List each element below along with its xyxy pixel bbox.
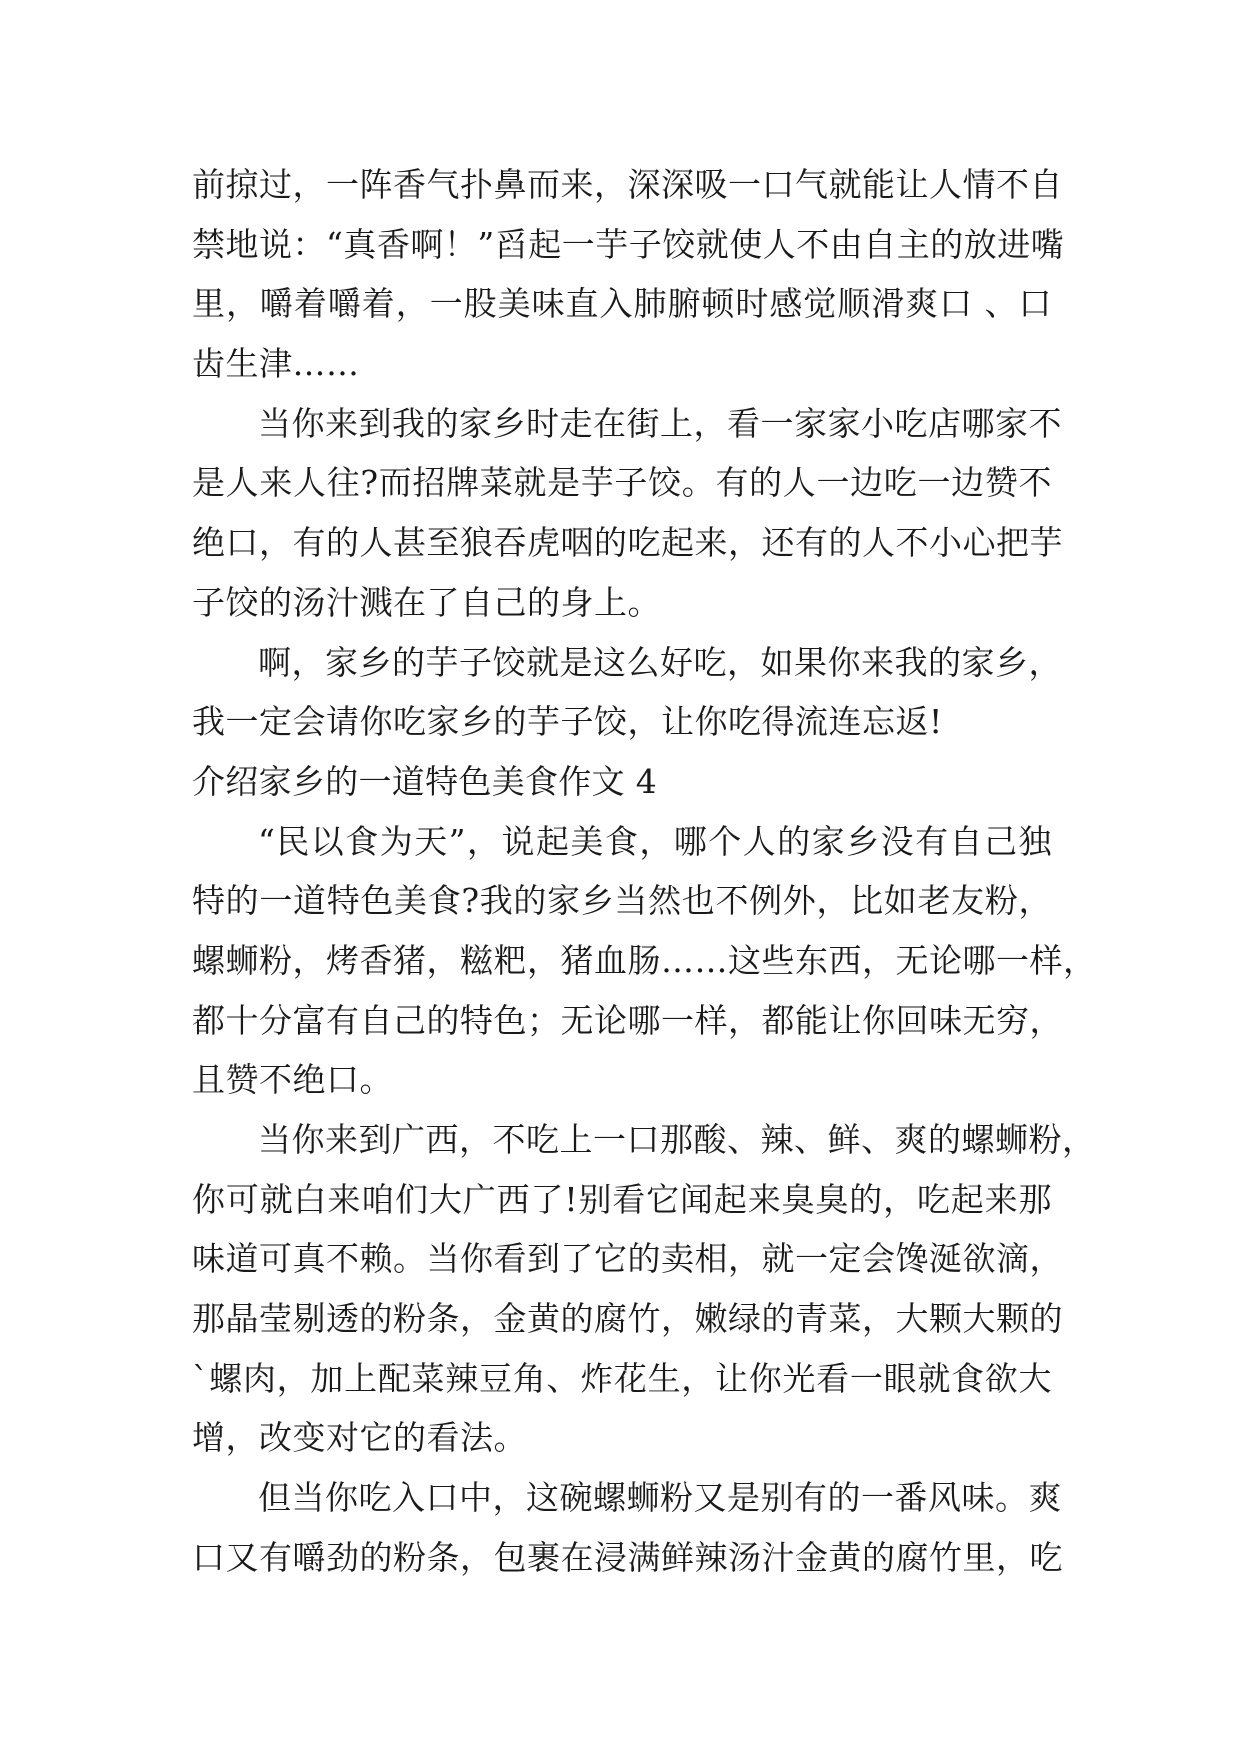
text-line: 都十分富有自己的特色；无论哪一样，都能让你回味无穷， xyxy=(192,1000,1063,1040)
text-line: 螺蛳粉，烤香猪，糍粑，猪血肠……这些东西，无论哪一样， xyxy=(192,940,1097,980)
text-line: 口又有嚼劲的粉条，包裹在浸满鲜辣汤汁金黄的腐竹里，吃 xyxy=(192,1537,1063,1577)
text-line: 禁地说：“真香啊！”舀起一芋子饺就使人不由自主的放进嘴 xyxy=(192,224,1065,264)
paragraph-start-line: 啊，家乡的芋子饺就是这么好吃，如果你来我的家乡， xyxy=(258,642,1062,682)
text-line: 那晶莹剔透的粉条，金黄的腐竹，嫩绿的青菜，大颗大颗的 xyxy=(192,1299,1063,1339)
text-line: 味道可真不赖。当你看到了它的卖相，就一定会馋涎欲滴， xyxy=(192,1239,1063,1279)
document-body xyxy=(192,155,1097,1588)
paragraph-start-line: 但当你吃入口中，这碗螺蛳粉又是别有的一番风味。爽 xyxy=(258,1478,1062,1518)
section-heading: 介绍家乡的一道特色美食作文 4 xyxy=(192,761,657,801)
text-line: 特的一道特色美食?我的家乡当然也不例外，比如老友粉， xyxy=(192,881,1052,921)
text-line: 前掠过，一阵香气扑鼻而来，深深吸一口气就能让人情不自 xyxy=(192,165,1063,204)
paragraph-start-line: “民以食为天”，说起美食，哪个人的家乡没有自己独 xyxy=(258,821,1052,861)
text-line: 齿生津…… xyxy=(192,344,360,384)
text-line: 是人来人往?而招牌菜就是芋子饺。有的人一边吃一边赞不 xyxy=(192,463,1052,503)
paragraph-start-line: 当你来到广西，不吃上一口那酸、辣、鲜、爽的螺蛳粉， xyxy=(258,1120,1096,1159)
text-line: 里，嚼着嚼着，一股美味直入肺腑顿时感觉顺滑爽口 、口 xyxy=(192,284,1052,324)
paragraph-start-line: 当你来到我的家乡时走在街上，看一家家小吃店哪家不 xyxy=(258,403,1062,443)
text-line: 你可就白来咱们大广西了!别看它闻起来臭臭的，吃起来那 xyxy=(192,1179,1052,1219)
text-line: 且赞不绝口。 xyxy=(192,1060,393,1100)
text-line: 我一定会请你吃家乡的芋子饺，让你吃得流连忘返! xyxy=(192,702,943,742)
text-line: 增，改变对它的看法。 xyxy=(192,1418,527,1458)
text-line: 绝口，有的人甚至狼吞虎咽的吃起来，还有的人不小心把芋 xyxy=(192,523,1063,563)
text-line: 子饺的汤汁溅在了自己的身上。 xyxy=(192,582,661,622)
text-line: `螺肉，加上配菜辣豆角、炸花生，让你光看一眼就食欲大 xyxy=(192,1358,1052,1398)
